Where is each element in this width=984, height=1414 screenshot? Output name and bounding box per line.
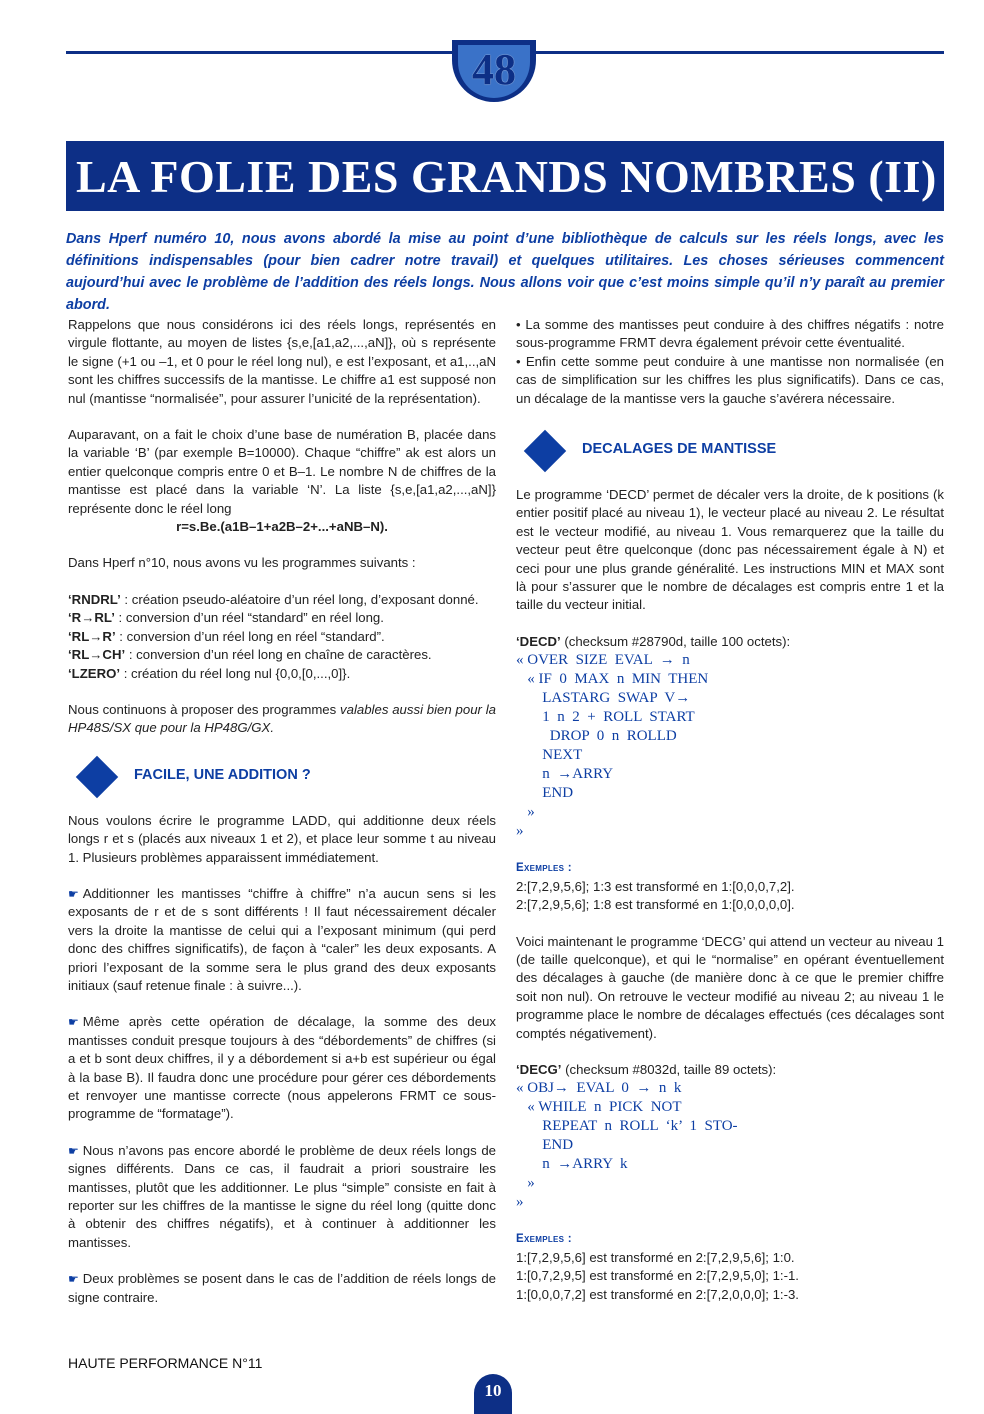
program-list-item: ‘RNDRL’ : création pseudo-aléatoire d’un réel long, d’exposant donné. (68, 591, 479, 607)
program-list-item: ‘R→RL’ : conversion d’un réel “standard” en réel long. (68, 610, 384, 626)
examples-label: Exemples : (516, 862, 572, 875)
decg-code: « OBJ→ EVAL 0 → n k « WHILE n PICK NOT REPEAT n ROLL ‘k’ 1 STO- END n →ARRY k » » (516, 1080, 738, 1211)
program-list-item: ‘RL→CH’ : conversion d’un réel long en chaîne de caractères. (68, 647, 432, 663)
diamond-icon (76, 756, 118, 798)
paragraph-debordements: ☛ Même après cette opération de décalage, la somme des deux mantisses conduit presque toujours à des “débordements” de chiffres (si a et b sont deux chiffres, il y a débordement si a+b est supérieur ou égal à la base B). Il faudra donc une procédure pour gérer ces débordements et renvoyer une mantisse correcte (nous appelerons FRMT ce sous-programme de “formatage”). (68, 1014, 496, 1122)
example-line: 2:[7,2,9,5,6]; 1:3 est transformé en 1:[0,0,0,7,2]. (516, 878, 795, 894)
program-list-item: ‘LZERO’ : création du réel long nul {0,0,[0,...,0]}. (68, 665, 351, 681)
article-number: 48 (472, 45, 516, 94)
section-heading-decalages: DECALAGES DE MANTISSE (516, 426, 944, 486)
example-line: 1:[0,0,0,7,2] est transformé en 2:[7,2,0,0,0]; 1:-3. (516, 1286, 799, 1302)
paragraph-programs-intro: Dans Hperf n°10, nous avons vu les programmes suivants : (68, 555, 416, 571)
intro-paragraph: Dans Hperf numéro 10, nous avons abordé la mise au point d’une bibliothèque de calculs sur les réels longs, avec les définitions indispensables (pour bien cadrer notre travail) et quelques utilitaires. Les choses sérieuses commencent aujourd’hui avec le problème de l’addition des réels longs. Nous allons voir que c’est moins simple qu’il n’y paraît au premier abord. (66, 231, 944, 313)
pointing-hand-icon: ☛ (68, 1272, 79, 1287)
paragraph-ladd: Nous voulons écrire le programme LADD, qui additionne deux réels longs r et s (placés aux niveaux 1 et 2), et place leur somme t au niveau 1. Plusieurs problèmes apparaissent immédiatement. (68, 812, 496, 865)
example-line: 1:[7,2,9,5,6] est transformé en 2:[7,2,9,5,6]; 1:0. (516, 1249, 795, 1265)
paragraph-compat: Nous continuons à proposer des programmes valables aussi bien pour la HP48S/SX que pour la HP48G/GX. (68, 701, 496, 736)
bullet-normalisee: • Enfin cette somme peut conduire à une mantisse non normalisée (en cas de simplification sur les chiffres les plus significatifs). Dans ce cas, un décalage de la mantisse vers la gauche s’avérera nécessaire. (516, 353, 944, 406)
section-heading-addition: FACILE, UNE ADDITION ? (68, 756, 496, 812)
decd-code: « OVER SIZE EVAL → n « IF 0 MAX n MIN THEN LASTARG SWAP V→ 1 n 2 + ROLL START DROP 0 n ROLLD NEXT n →ARRY END » » (516, 652, 709, 840)
page-number: 10 (484, 1381, 502, 1400)
example-line: 1:[0,7,2,9,5] est transformé en 2:[7,2,9,5,0]; 1:-1. (516, 1268, 799, 1284)
pointing-hand-icon: ☛ (68, 886, 79, 901)
bullet-negatifs: • La somme des mantisses peut conduire à des chiffres négatifs : notre sous-programme FRMT devra également prévoir cette éventualité. (516, 317, 944, 351)
decd-header: ‘DECD’ (checksum #28790d, taille 100 octets): (516, 633, 791, 649)
paragraph-signes: ☛ Nous n’avons pas encore abordé le problème de deux réels longs de signes différents. Dans ce cas, il faudrait a priori soustraire les mantisses, plutôt que les additionner. Le plus “simple” consiste en fait à reporter sur les chiffres de la mantisse le signe du réel long (quitte donc à obtenir des chiffres négatifs), et à continuer à additionner les mantisses. (68, 1142, 496, 1250)
footer-magazine: HAUTE PERFORMANCE N°11 (68, 1355, 263, 1371)
paragraph-base: Auparavant, on a fait le choix d’une base de numération B, placée dans la variable ‘B’ (par exemple B=10000). Chaque “chiffre” ak est alors un entier quelconque compris entre 0 et B–1. Le nombre N de chiffres de la mantisse est placé dans la variable ‘N’. La liste {s,e,[a1,a2,...,aN]} représente donc le réel long (68, 427, 496, 516)
diamond-icon (524, 430, 566, 472)
pointing-hand-icon: ☛ (68, 1015, 79, 1030)
left-column (68, 316, 496, 1307)
title-bar (66, 141, 944, 211)
paragraph-deux-problemes: ☛ Deux problèmes se posent dans le cas de l’addition de réels longs de signe contraire. (68, 1271, 496, 1305)
right-column (516, 316, 944, 1304)
paragraph-decg: Voici maintenant le programme ‘DECG’ qui attend un vecteur au niveau 1 (de taille quelconque), et qui le “normalise” en opérant éventuellement des décalages à gauche (de manière donc à ce que le premier chiffre soit non nul). On retrouve le vecteur modifié au niveau 2; au niveau 1 le programme place le nombre de décalages effectués (ces décalages sont comptés négativement). (516, 933, 944, 1041)
decg-header: ‘DECG’ (checksum #8032d, taille 89 octets): (516, 1061, 777, 1077)
paragraph-decd: Le programme ‘DECD’ permet de décaler vers la droite, de k positions (k entier positif placé au niveau 1), le vecteur placé au niveau 2. Le résultat est le vecteur modifié, au niveau 1. Vous remarquerez que la taille du vecteur peut être quelconque (donc pas nécessairement égale à N) et ceci pour une plus grande généralité. Les instructions MIN et MAX sont là pour s’assurer que le nombre de décalages est compris entre 1 et la taille du vecteur initial. (516, 487, 944, 613)
formula: r=s.Be.(a1B–1+a2B–2+...+aNB–N). (176, 519, 388, 535)
program-list-item: ‘RL→R’ : conversion d’un réel long en réel “standard”. (68, 628, 385, 644)
paragraph-representation: Rappelons que nous considérons ici des réels longs, représentés en virgule flottante, au moyen de listes {s,e,[a1,a2,...,aN]}, où s représente le signe (+1 ou –1, et 0 pour le réel long nul), e est l’exposant, et a1,..,aN sont les chiffres successifs de la mantisse. Le chiffre a1 est supposé non nul (mantisse “normalisée”, pour assurer l’unicité de la représentation). (68, 317, 496, 406)
page-number-badge (474, 1374, 512, 1414)
article-number-badge (452, 40, 536, 102)
examples-label: Exemples : (516, 1233, 572, 1246)
paragraph-mantisses: ☛ Additionner les mantisses “chiffre à chiffre” n’a aucun sens si les exposants de r et de s sont différents ! Il faut nécessairement décaler vers la droite la mantisse de celui qui a l’exposant minimum (qui perd donc des chiffres significatifs), de façon à “caler” les deux exposants. A priori l’exposant de la somme sera le plus grand des deux exposants initiaux (sauf retenue finale : à suivre...). (68, 885, 496, 993)
page-title: LA FOLIE DES GRANDS NOMBRES (II) (76, 151, 937, 202)
example-line: 2:[7,2,9,5,6]; 1:8 est transformé en 1:[0,0,0,0,0]. (516, 897, 795, 913)
pointing-hand-icon: ☛ (68, 1143, 79, 1158)
